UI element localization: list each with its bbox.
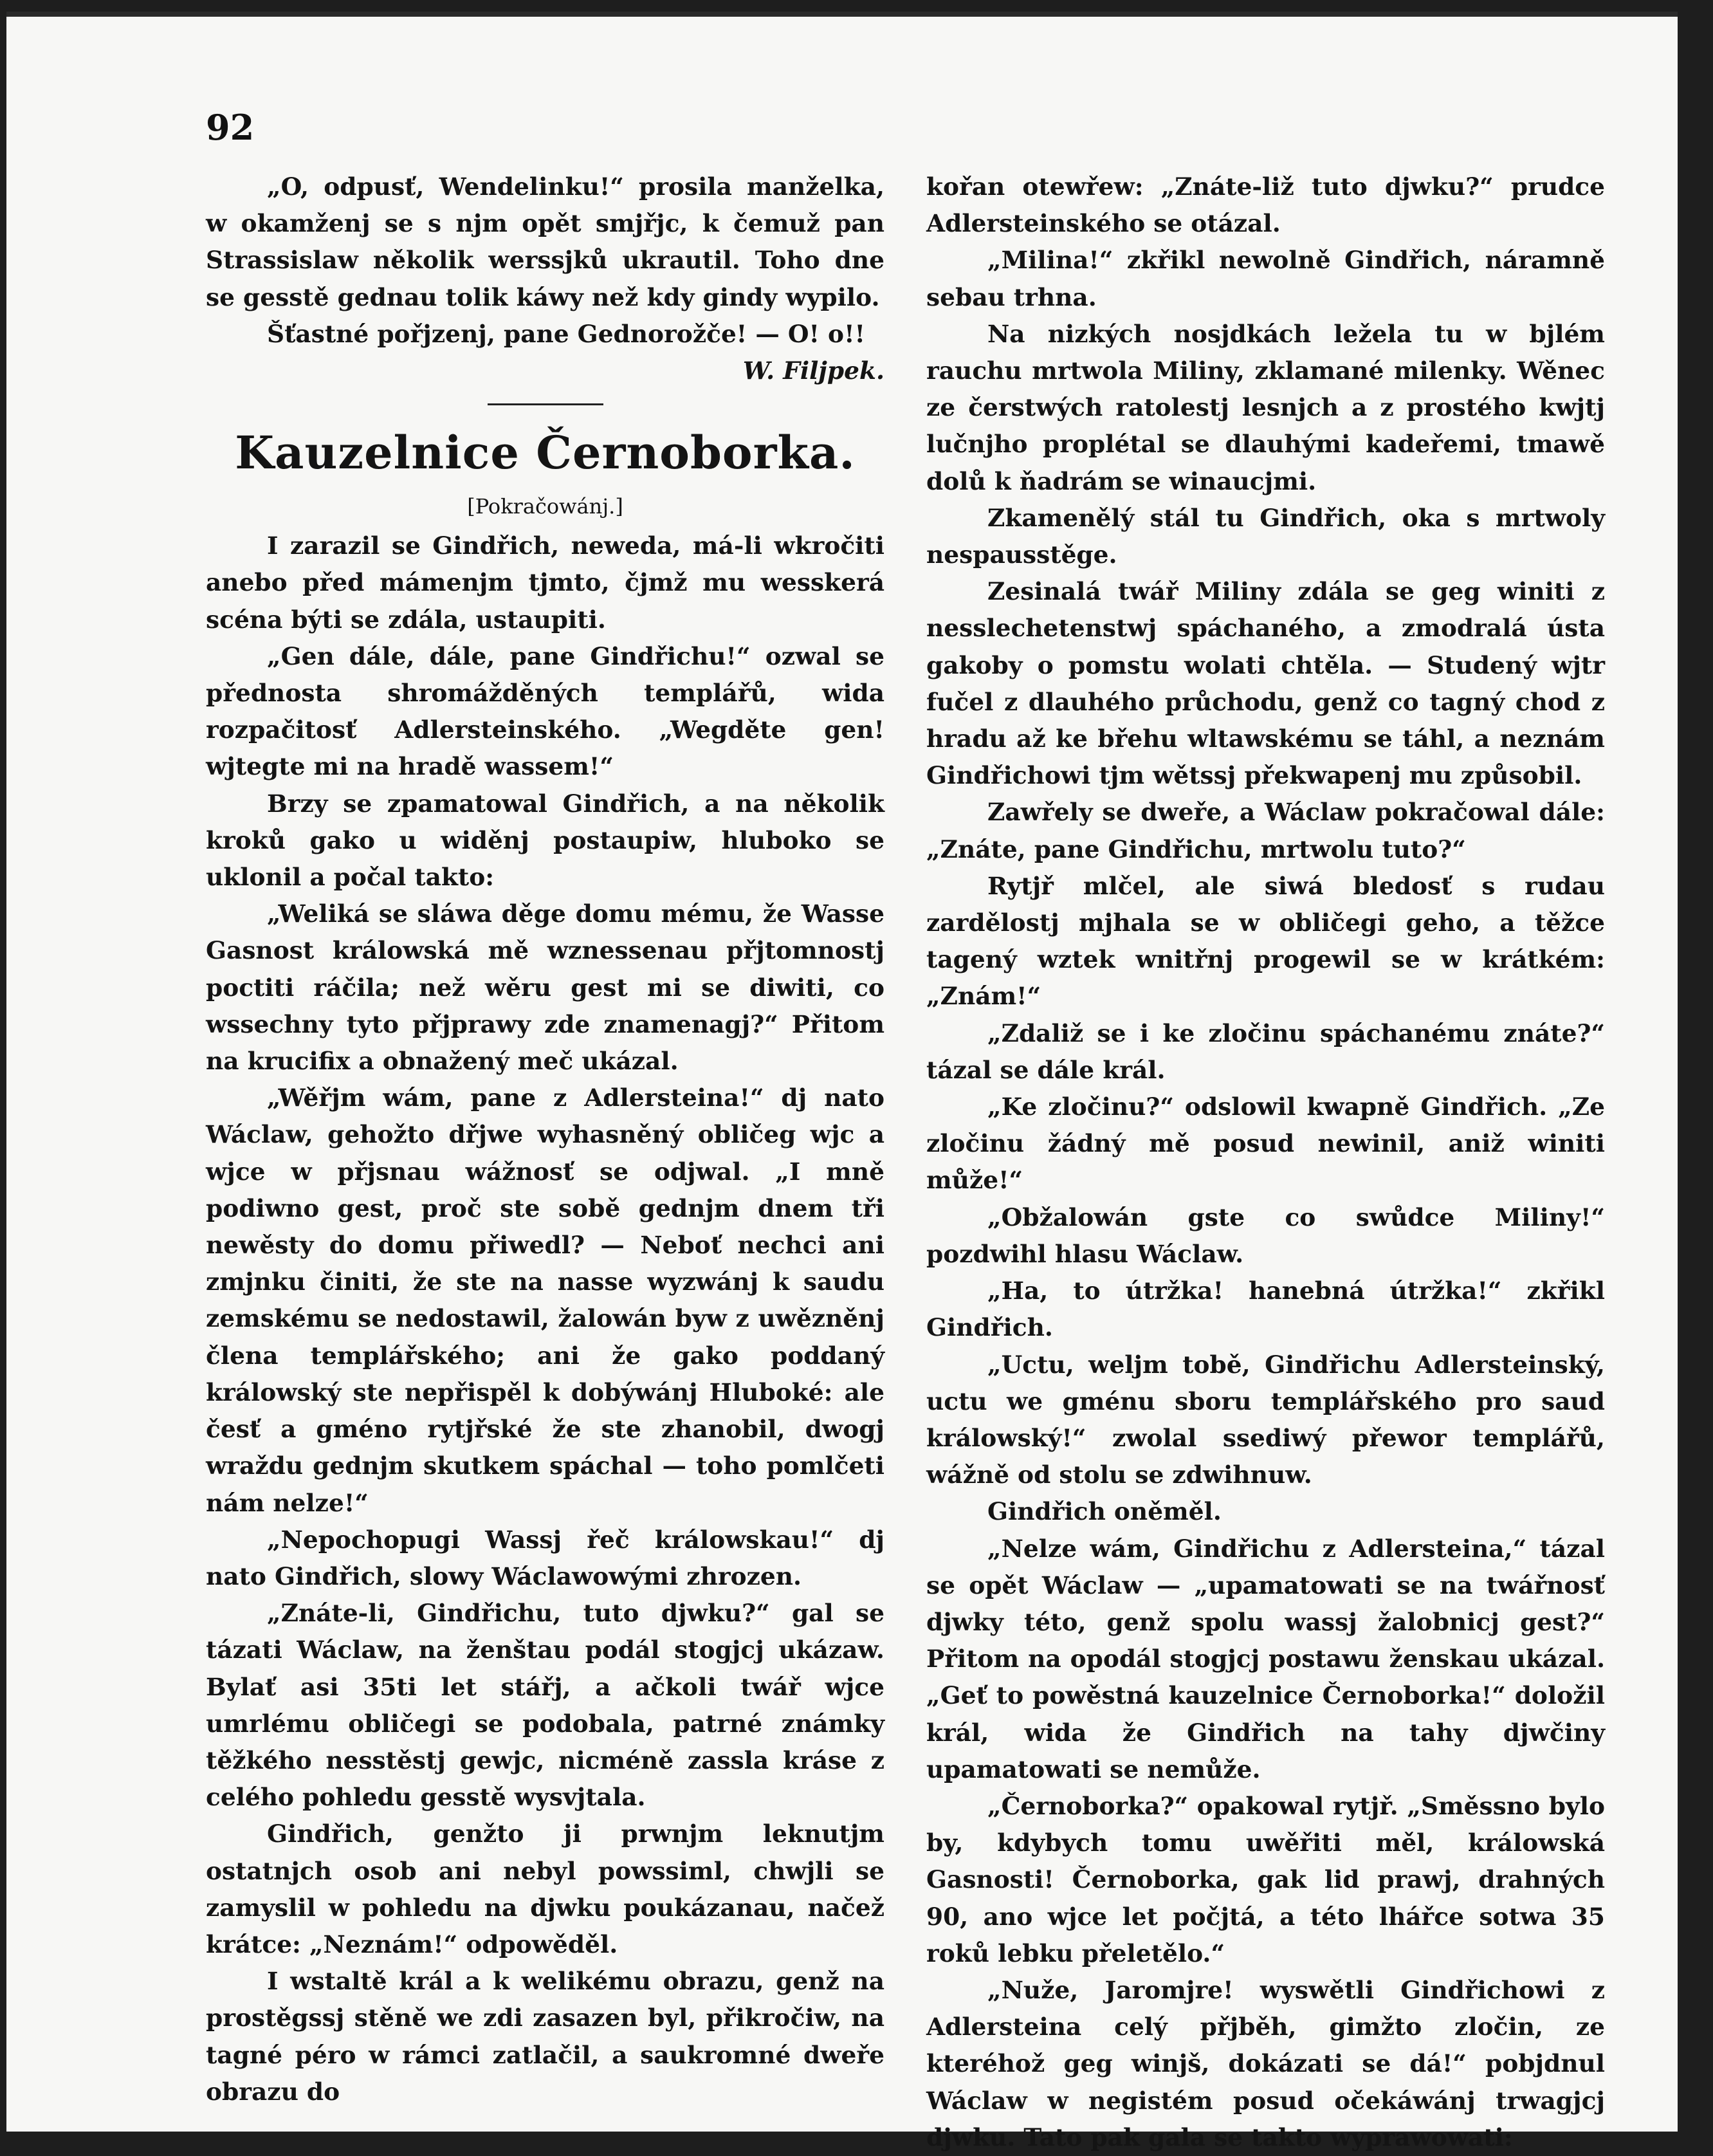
right-paragraph-12: „Uctu, weljm tobě, Gindřichu Adlersteinský, uctu we gménu sboru templářského pro saud králowský!“ zwolal ssediwý přewor templářů, wážně od stolu se zdwihnuw. (926, 1350, 1605, 1489)
closing-paragraph-1: „O, odpusť, Wendelinku!“ prosila manželka, w okamženj se s njm opět smjřjc, k čemuž pan Strassislaw několik werssjků ukrautil. Toho dne se gesstě gednau tolik káwy než kdy gindy wypilo. (206, 172, 884, 311)
left-paragraph-6: „Nepochopugi Wassj řeč králowskau!“ dj nato Gindřich, slowy Wáclawowými zhrozen. (206, 1525, 884, 1590)
left-paragraph-7: „Znáte-li, Gindřichu, tuto djwku?“ gal se tázati Wáclaw, na ženštau podál stogjcj ukázaw. Bylať asi 35ti let stářj, a ačkoli twář wjce umrlému obličegi se podobala, patrné známky těžkého nesstěstj gewjc, nicméně zassla kráse z celého pohledu gesstě wysvjtala. (206, 1599, 884, 1812)
section-divider (488, 403, 603, 405)
left-paragraph-4: „Weliká se sláwa děge domu mému, že Wasse Gasnost králowská mě wznessenau přjtomnostj poctiti ráčila; než wěru gest mi se diwiti, co wssechny tyto přjprawy zde znamenagj?“ Přitom na krucifix a obnažený meč ukázal. (206, 899, 884, 1076)
page-number: 92 (206, 107, 255, 148)
left-paragraph-8: Gindřich, genžto ji prwnjm leknutjm ostatnjch osob ani nebyl powssiml, chwjli se zamyslil w pohledu na djwku poukázanau, načež krátce: „Neznám!“ odpowěděl. (206, 1820, 884, 1958)
right-paragraph-13: Gindřich oněměl. (987, 1497, 1222, 1526)
right-paragraph-10: „Obžalowán gste co swůdce Miliny!“ pozdwihl hlasu Wáclaw. (926, 1202, 1605, 1268)
newspaper-page (6, 12, 1678, 2151)
article-title: Kauzelnice Černoborka. (235, 426, 856, 480)
right-paragraph-5: Zesinalá twář Miliny zdála se geg winiti z nesslechetenstwj spáchaného, a zmodralá ústa gakoby o pomstu wolati chtěla. — Studený wjtr fučel z dlauhého průchodu, genž co tagný chod z hradu až ke břehu wltawskému se táhl, a neznám Gindřichowi tjm wětssj překwapenj mu způsobil. (926, 577, 1605, 790)
right-paragraph-3: Na nizkých nosjdkách ležela tu w bjlém rauchu mrtwola Miliny, zklamané milenky. Wěnec ze čerstwých ratolestj lesnjch a z prostého kwjtj lučnjho proplétal se dlauhými kadeřemi, tmawě dolů k ňadrám se winaucjmi. (926, 319, 1605, 495)
left-paragraph-5: „Wěřjm wám, pane z Adlersteina!“ dj nato Wáclaw, gehožto dřjwe wyhasněný obličeg wjc a wjce w přjsnau wážnosť se odjwal. „I mně podiwno gest, proč ste sobě gednjm dnem tři newěsty do domu přiwedl? — Neboť nechci ani zmjnku činiti, že ste na nasse wyzwánj k saudu zemskému se nedostawil, žalowán byw z uwězněnj člena templářského; ani že gako poddaný králowský ste nepřispěl k dobýwánj Hluboké: ale česť a gméno rytjřské že ste zhanobil, dwogj wraždu gednjm skutkem spáchal — toho pomlčeti nám nelze!“ (206, 1083, 884, 1517)
right-paragraph-1: kořan otewřew: „Znáte-liž tuto djwku?“ prudce Adlersteinského se otázal. (926, 172, 1605, 238)
left-paragraph-1: I zarazil se Gindřich, neweda, má-li wkročiti anebo před mámenjm tjmto, čjmž mu wesskerá scéna býti se zdála, ustaupiti. (206, 531, 884, 634)
right-paragraph-14: „Nelze wám, Gindřichu z Adlersteina,“ tázal se opět Wáclaw — „upamatowati se na twářnosť djwky této, genž spolu wassj žalobnicj gest?“ Přitom na opodál stogjcj postawu ženskau ukázal. „Geť to powěstná kauzelnice Černoborka!“ doložil král, wida že Gindřich na tahy djwčiny upamatowati se nemůže. (926, 1534, 1605, 1783)
right-paragraph-16: „Nuže, Jaromjre! wyswětli Gindřichowi z Adlersteina celý přjběh, gimžto zločin, ze kteréhož geg winjš, dokázati se dá!“ pobjdnul Wáclaw w negistém posud očekáwánj trwagjcj djwku. Tato pak gala se takto wyprawowati: (926, 1975, 1605, 2151)
right-paragraph-8: „Zdaliž se i ke zločinu spáchanému znáte?“ tázal se dále král. (926, 1018, 1605, 1084)
article-subtitle: [Pokračowánj.] (467, 494, 623, 519)
closing-paragraph-2: Šťastné pořjzenj, pane Gednorožče! — O! o!! (267, 319, 865, 348)
right-paragraph-6: Zawřely se dweře, a Wáclaw pokračowal dále: „Znáte, pane Gindřichu, mrtwolu tuto?“ (926, 798, 1605, 863)
left-column (206, 169, 884, 2110)
top-edge (6, 12, 1678, 17)
right-column (926, 169, 1605, 2156)
right-paragraph-11: „Ha, to útržka! hanebná útržka!“ zkřikl Gindřich. (926, 1276, 1605, 1342)
left-paragraph-9: I wstaltě král a k welikému obrazu, genž na prostěgssj stěně we zdi zasazen byl, přikročiw, na tagné péro w rámci zatlačil, a saukromné dweře obrazu do (206, 1967, 884, 2106)
right-paragraph-2: „Milina!“ zkřikl newolně Gindřich, náramně sebau trhna. (926, 246, 1605, 311)
right-paragraph-9: „Ke zločinu?“ odslowil kwapně Gindřich. „Ze zločinu žádný mě posud newinil, aniž winiti může!“ (926, 1092, 1605, 1195)
left-paragraph-3: Brzy se zpamatowal Gindřich, a na několik kroků gako u widěnj postaupiw, hluboko se uklonil a počal takto: (206, 789, 884, 892)
right-paragraph-4: Zkamenělý stál tu Gindřich, oka s mrtwoly nespausstěge. (926, 503, 1605, 569)
left-paragraph-2: „Gen dále, dále, pane Gindřichu!“ ozwal se přednosta shromážděných templářů, wida rozpačitosť Adlersteinského. „Wegděte gen! wjtegte mi na hradě wassem!“ (206, 641, 884, 781)
right-paragraph-7: Rytjř mlčel, ale siwá bledosť s rudau zardělostj mjhala se w obličegi geho, a těžce tagený wztek wnitřnj progewil se w krátkém: „Znám!“ (926, 871, 1605, 1011)
author-signature: W. Filjpek. (742, 356, 884, 385)
right-paragraph-15: „Černoborka?“ opakowal rytjř. „Směssno bylo by, kdybych tomu uwěřiti měl, králowská Gasnosti! Černoborka, gak lid prawj, drahných 90, ano wjce let počjtá, a této lhářce sotwa 35 roků lebku přeletělo.“ (926, 1791, 1605, 1967)
